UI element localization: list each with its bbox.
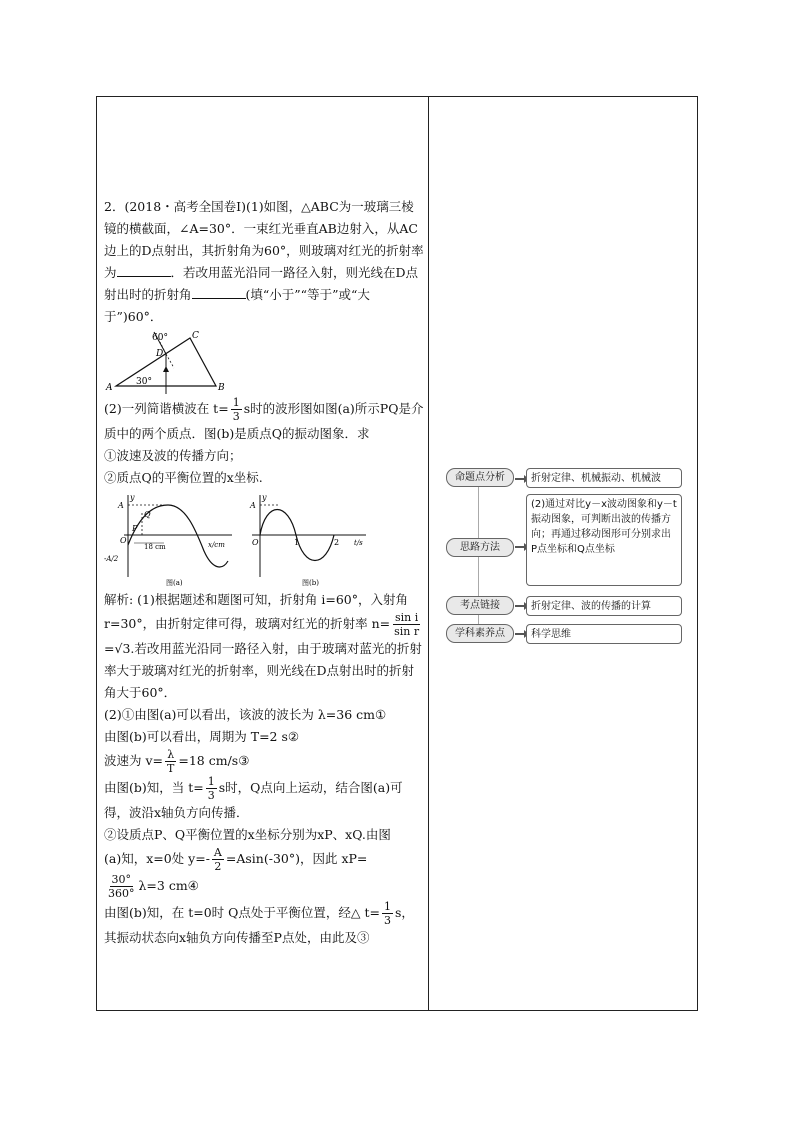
tag-literacy: 学科素养点 bbox=[446, 624, 514, 643]
frac-num: 1 bbox=[232, 396, 240, 409]
part2-post: s时的波形图如图(a)所示PQ是介质中的两个质点．图(b)是质点Q的振动图象．求 bbox=[104, 401, 424, 441]
angle-fraction bbox=[106, 873, 137, 900]
angle-30-label: 30° bbox=[136, 377, 152, 387]
solution-part1 bbox=[104, 589, 424, 704]
solution-s1: 解析: (1)根据题述和题图可知，折射角 i=60°，入射角 r=30°，由折射定律可得，玻璃对红光的折射率 n= bbox=[104, 592, 408, 631]
wave-graph-a bbox=[104, 493, 232, 587]
vertex-b-label: B bbox=[218, 383, 225, 393]
solution-s3: 由图(b)可以看出，周期为 T=2 s② bbox=[104, 729, 300, 744]
frac-num: λ bbox=[167, 748, 175, 761]
content-proposition-analysis: 折射定律、机械振动、机械波 bbox=[526, 468, 682, 488]
answer-blank-1 bbox=[117, 264, 171, 277]
solution-s8 bbox=[104, 873, 424, 900]
s7-post: =Asin(-30°)，因此 xP= bbox=[225, 851, 368, 866]
content-method: (2)通过对比y－x波动图象和y－t振动图象，可判断出波的传播方向；再通过移动图形可分别求出P点坐标和Q点坐标 bbox=[526, 494, 682, 586]
question-1: ①波速及波的传播方向； bbox=[104, 448, 242, 463]
fig-b-x-axis-label: t/s bbox=[354, 539, 363, 547]
fig-a-neg-amp-label: -A/2 bbox=[104, 555, 119, 563]
s9-pre: 由图(b)知，在 t=0时 Q点处于平衡位置，经△ t= bbox=[104, 905, 380, 920]
arrow-icon bbox=[515, 478, 525, 480]
fig-a-x-axis-label: x/cm bbox=[208, 541, 225, 549]
fig-a-y-label: y bbox=[130, 493, 135, 502]
s8-post: λ=3 cm④ bbox=[138, 878, 199, 893]
fig-b-amplitude-label: A bbox=[250, 501, 256, 510]
ray-arrow-icon bbox=[163, 366, 169, 372]
fig-a-origin-label: O bbox=[120, 536, 127, 545]
fig-a-distance-label: 18 cm bbox=[144, 543, 166, 551]
frac-num: 30° bbox=[111, 873, 131, 886]
fig-b-tick-1: 1 bbox=[294, 538, 300, 547]
prism-figure bbox=[104, 330, 234, 394]
part2-fraction bbox=[231, 396, 242, 423]
frac-den: 2 bbox=[214, 860, 222, 873]
fig-a-p-label: P bbox=[132, 524, 138, 533]
arrow-icon bbox=[515, 605, 525, 607]
answer-blank-2 bbox=[192, 286, 246, 299]
frac-num: sin i bbox=[394, 611, 419, 624]
frac-den: 360° bbox=[108, 887, 135, 900]
problem-column bbox=[104, 196, 424, 949]
fig-b-tick-2: 2 bbox=[334, 538, 340, 547]
fig-a-q-label: Q bbox=[144, 510, 151, 519]
arrow-icon bbox=[515, 633, 525, 635]
problem-header-tail: ．若改用蓝光沿同一路径入射，则光线在D点射出时的折射角 bbox=[104, 265, 419, 302]
wave-figures bbox=[104, 491, 404, 587]
arrow-icon bbox=[515, 546, 525, 548]
refraction-fraction bbox=[392, 611, 421, 638]
frac-num: A bbox=[213, 846, 222, 859]
problem-header-end: (填“小于”“等于”或“大于”)60°． bbox=[104, 287, 370, 324]
solution-s1-post: =√3.若改用蓝光沿同一路径入射，由于玻璃对蓝光的折射率大于玻璃对红光的折射率，则光线在D点射出时的折射角大于60°． bbox=[104, 641, 422, 700]
solution-s4 bbox=[104, 748, 424, 775]
frac-num: 1 bbox=[383, 900, 391, 913]
delta-t-fraction bbox=[382, 900, 393, 927]
s9-post: s，其振动状态向x轴负方向传播至P点处，由此及③ bbox=[104, 905, 414, 945]
fig-b-y-label: y bbox=[262, 493, 267, 502]
tag-method: 思路方法 bbox=[446, 538, 514, 557]
solution-s7 bbox=[104, 846, 424, 873]
fig-a-caption: 图(a) bbox=[166, 579, 183, 587]
speed-fraction bbox=[165, 748, 176, 775]
solution-s5 bbox=[104, 775, 424, 824]
fig-a-amplitude-label: A bbox=[118, 501, 124, 510]
s4-post: =18 cm/s③ bbox=[178, 753, 250, 768]
s5-pre: 由图(b)知，当 t= bbox=[104, 780, 204, 795]
angle-60-label: 60° bbox=[152, 333, 168, 343]
content-literacy: 科学思维 bbox=[526, 624, 682, 644]
frac-num: 1 bbox=[207, 775, 215, 788]
tag-knowledge-link: 考点链接 bbox=[446, 596, 514, 615]
part2-text bbox=[104, 396, 424, 445]
frac-den: 3 bbox=[383, 914, 391, 927]
frac-den: 3 bbox=[232, 410, 240, 423]
point-d-label: D bbox=[156, 349, 164, 359]
s4-pre: 波速为 v= bbox=[104, 753, 164, 768]
time-fraction bbox=[206, 775, 217, 802]
amplitude-fraction bbox=[212, 846, 224, 873]
fig-b-caption: 图(b) bbox=[302, 579, 319, 587]
part2-pre: (2)一列简谐横波在 t= bbox=[104, 401, 229, 416]
frac-den: 3 bbox=[207, 789, 215, 802]
problem-intro bbox=[104, 196, 424, 328]
vertex-c-label: C bbox=[192, 331, 199, 341]
tag-proposition-analysis: 命题点分析 bbox=[446, 468, 514, 487]
vertex-a-label: A bbox=[106, 383, 113, 393]
problem-header: 2．(2018・高考全国卷Ⅰ)(1)如图，△ABC为一玻璃三棱镜的横截面，∠A=30°．一束红光垂直AB边射入，从AC边上的D点射出，其折射角为60°，则玻璃对红光的折射率为 bbox=[104, 199, 424, 280]
s7-pre: (a)知，x=0处 y=- bbox=[104, 851, 210, 866]
solution-s6: ②设质点P、Q平衡位置的x坐标分别为xP、xQ.由图 bbox=[104, 827, 391, 842]
fig-b-origin-label: O bbox=[252, 538, 259, 547]
wave-graph-b bbox=[249, 493, 366, 587]
s5-post: s时，Q点向上运动，结合图(a)可得，波沿x轴负方向传播． bbox=[104, 780, 403, 820]
solution-s2: (2)①由图(a)可以看出，该波的波长为 λ=36 cm① bbox=[104, 707, 387, 722]
solution-s9 bbox=[104, 900, 424, 949]
column-divider bbox=[428, 96, 429, 1011]
question-2: ②质点Q的平衡位置的x坐标. bbox=[104, 470, 263, 485]
frac-den: T bbox=[167, 762, 175, 775]
content-knowledge-link: 折射定律、波的传播的计算 bbox=[526, 596, 682, 616]
normal-line bbox=[166, 354, 174, 368]
frac-den: sin r bbox=[394, 625, 420, 638]
wave-curve-a bbox=[128, 505, 228, 567]
